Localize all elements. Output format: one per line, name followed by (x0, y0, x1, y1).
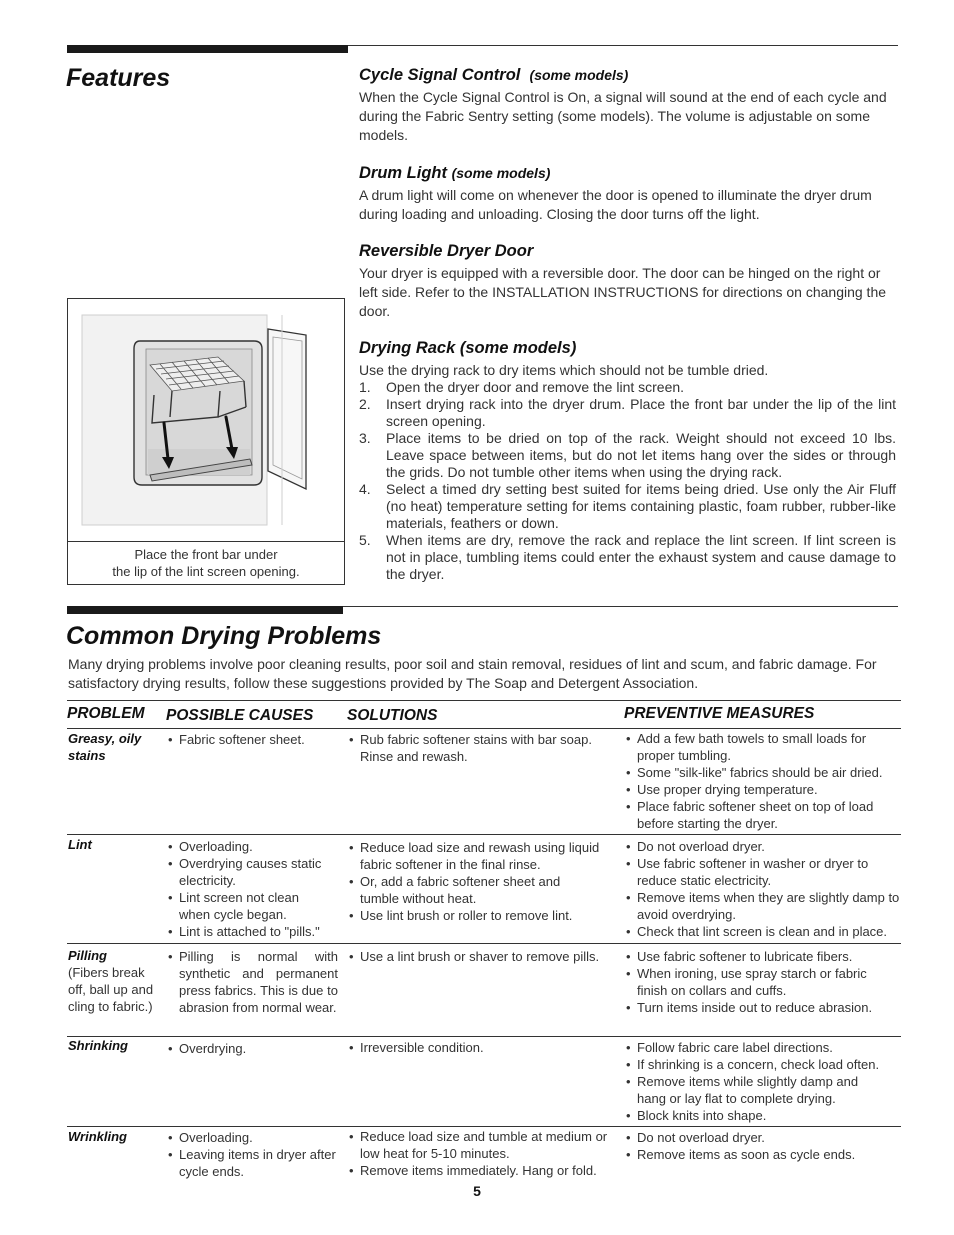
problem-pilling-note: (Fibers break off, ball up and cling to fabric.) (68, 965, 154, 1014)
preventive-shrinking (624, 1039, 902, 1124)
drum-light-text: A drum light will come on whenever the door is opened to illuminate the dryer drum during loading and unloading. Closing the door turns off the light. (359, 187, 872, 222)
list-item: • Use fabric softener to lubricate fibers. (624, 948, 900, 965)
list-item: • Remove items immediately. Hang or fold. (347, 1162, 619, 1179)
preventive-pilling (624, 948, 900, 1016)
reversible-door-section (359, 242, 896, 321)
list-item: 2. Insert drying rack into the dryer drum. Place the front bar under the lip of the lint screen opening. (359, 396, 896, 429)
cycle-signal-heading: Cycle Signal Control (some models) (359, 66, 629, 84)
list-item: • Lint screen not clean when cycle began. (166, 889, 342, 923)
reversible-door-text: Your dryer is equipped with a reversible door. The door can be hinged on the right or left side. Refer to the INSTALLATION INSTRUCTIONS for directions on changing the door. (359, 265, 887, 319)
header-possible-causes: POSSIBLE CAUSES (166, 707, 314, 724)
row-rule (67, 1036, 901, 1037)
row-rule (67, 943, 901, 944)
solutions-wrinkling (347, 1128, 619, 1179)
list-item: • Follow fabric care label directions. (624, 1039, 902, 1056)
header-solutions: SOLUTIONS (347, 707, 438, 724)
problem-pilling: Pilling (Fibers break off, ball up and cling to fabric.) (68, 948, 154, 1014)
drying-rack-heading: Drying Rack (some models) (359, 339, 577, 357)
features-rule-thick (67, 45, 348, 53)
cycle-signal-text: When the Cycle Signal Control is On, a signal will sound at the end of each cycle and during the Fabric Sentry setting (some models). The volume is adjustable on some models. (359, 89, 887, 143)
list-item: • Remove items when they are slightly damp to avoid overdrying. (624, 889, 902, 923)
drying-rack-figure (67, 298, 345, 585)
table-top-rule (67, 700, 901, 701)
list-item: 3. Place items to be dried on top of the rack. Weight should not exceed 10 lbs. Leave space between items, but do not let items hang over the sides or through the grids. Do not tumble other items when using the drying rack. (359, 430, 896, 480)
drying-rack-illustration (68, 299, 344, 541)
causes-shrinking (166, 1040, 338, 1057)
list-item: • Remove items while slightly damp and hang or lay flat to complete drying. (624, 1073, 902, 1107)
list-item: 1. Open the dryer door and remove the lint screen. (359, 379, 685, 395)
features-rule-thin (348, 45, 898, 46)
list-item: • Overloading. (166, 838, 342, 855)
list-item: 5. When items are dry, remove the rack and replace the lint screen. If lint screen is not in place, tumbling items could enter the exhaust system and cause damage to the dryer. (359, 532, 896, 582)
list-item: • Do not overload dryer. (624, 838, 902, 855)
list-item: • If shrinking is a concern, check load often. (624, 1056, 902, 1073)
problem-greasy: Greasy, oily stains (68, 731, 142, 763)
solutions-lint (347, 839, 617, 924)
causes-wrinkling (166, 1129, 336, 1180)
drum-light-section (359, 164, 896, 224)
list-item: • Reduce load size and tumble at medium or low heat for 5-10 minutes. (347, 1128, 619, 1162)
causes-greasy (166, 731, 340, 748)
list-item: • Block knits into shape. (624, 1107, 902, 1124)
list-item: • Use lint brush or roller to remove lint. (347, 907, 617, 924)
drum-light-heading: Drum Light (some models) (359, 164, 551, 182)
list-item: • Rub fabric softener stains with bar soap. Rinse and rewash. (347, 731, 615, 765)
list-item: • Leaving items in dryer after cycle ends. (166, 1146, 336, 1180)
problem-lint: Lint (68, 837, 92, 852)
header-rule (67, 728, 901, 729)
list-item: • Lint is attached to "pills." (166, 923, 342, 940)
solutions-pilling (347, 948, 617, 965)
row-rule (67, 834, 901, 835)
list-item: • Remove items as soon as cycle ends. (624, 1146, 900, 1163)
problems-rule-thick (67, 606, 343, 614)
causes-lint (166, 838, 342, 940)
preventive-lint (624, 838, 902, 940)
preventive-wrinkling (624, 1129, 900, 1163)
page-number: 5 (473, 1183, 481, 1199)
row-rule (67, 1126, 901, 1127)
list-item: • Overdrying causes static electricity. (166, 855, 342, 889)
solutions-shrinking (347, 1039, 617, 1056)
list-item: • Irreversible condition. (347, 1039, 617, 1056)
list-item: • Check that lint screen is clean and in place. (624, 923, 902, 940)
drying-rack-steps (359, 379, 896, 583)
problems-title: Common Drying Problems (66, 622, 382, 650)
problems-rule-thin (343, 606, 898, 607)
list-item: • Overdrying. (166, 1040, 338, 1057)
list-item: • Use proper drying temperature. (624, 781, 904, 798)
preventive-greasy (624, 730, 904, 832)
problem-shrinking: Shrinking (68, 1038, 128, 1053)
header-preventive-measures: PREVENTIVE MEASURES (624, 705, 815, 722)
list-item: • Turn items inside out to reduce abrasion. (624, 999, 900, 1016)
header-problem: PROBLEM (67, 705, 145, 722)
list-item: • Some "silk-like" fabrics should be air dried. (624, 764, 904, 781)
list-item: • When ironing, use spray starch or fabric finish on collars and cuffs. (624, 965, 900, 999)
list-item: • Add a few bath towels to small loads for proper tumbling. (624, 730, 904, 764)
drying-rack-section (359, 339, 896, 583)
list-item: • Use a lint brush or shaver to remove pills. (347, 948, 617, 965)
list-item: • Fabric softener sheet. (166, 731, 340, 748)
list-item: • Do not overload dryer. (624, 1129, 900, 1146)
reversible-door-heading: Reversible Dryer Door (359, 242, 534, 260)
list-item: 4. Select a timed dry setting best suited for items being dried. Use only the Air Fluff (no heat) temperature setting for items containing plastic, foam rubber, rubber-like materials, feathers or down. (359, 481, 896, 531)
problems-intro: Many drying problems involve poor cleaning results, poor soil and stain removal, residues of lint and scum, and fabric damage. For satisfactory drying results, follow these suggestions provided by The Soap and Detergent Association. (68, 656, 877, 691)
figure-caption: Place the front bar under the lip of the lint screen opening. (68, 541, 344, 580)
list-item: • Or, add a fabric softener sheet and tumble without heat. (347, 873, 617, 907)
list-item: • Pilling is normal with synthetic and permanent press fabrics. This is due to abrasion from normal wear. (166, 948, 338, 1016)
drying-rack-intro: Use the drying rack to dry items which should not be tumble dried. (359, 362, 769, 378)
cycle-signal-section (359, 66, 896, 145)
features-title: Features (66, 64, 171, 92)
causes-pilling (166, 948, 338, 1016)
solutions-greasy (347, 731, 615, 765)
list-item: • Use fabric softener in washer or dryer to reduce static electricity. (624, 855, 902, 889)
list-item: • Reduce load size and rewash using liquid fabric softener in the final rinse. (347, 839, 617, 873)
list-item: • Overloading. (166, 1129, 336, 1146)
list-item: • Place fabric softener sheet on top of load before starting the dryer. (624, 798, 904, 832)
problem-wrinkling: Wrinkling (68, 1129, 127, 1144)
